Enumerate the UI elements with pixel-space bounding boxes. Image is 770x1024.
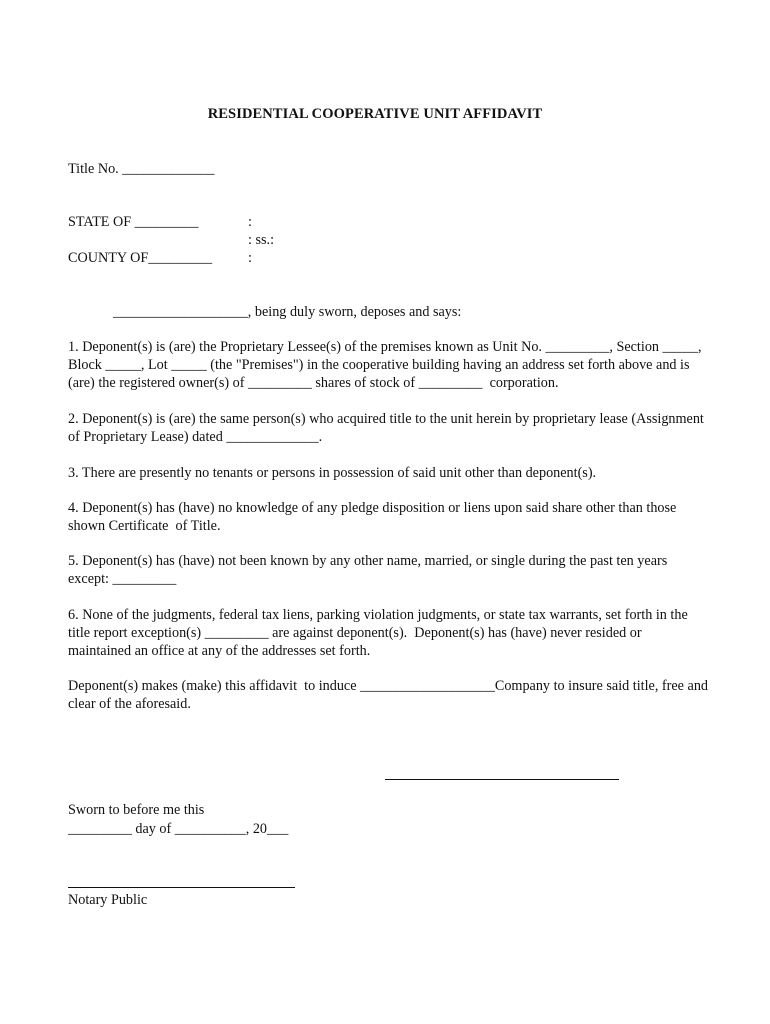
notary-public-label: Notary Public — [68, 892, 148, 908]
paragraph-2 — [68, 410, 708, 446]
venue-colon-top: : — [248, 214, 252, 230]
sworn-line-1: Sworn to before me this — [68, 802, 205, 818]
venue-colon-bottom: : — [248, 250, 252, 266]
document-title: RESIDENTIAL COOPERATIVE UNIT AFFIDAVIT — [207, 106, 543, 122]
paragraph-6-text: 6. None of the judgments, federal tax liens, parking violation judgments, or state tax warrants, set forth in the title report exception(s) _________ are against deponent(s). Deponent(s) has (have) never resided or maintained an office at any of the addresses set forth. — [68, 607, 692, 659]
paragraph-6 — [68, 606, 708, 660]
state-of-line: STATE OF _________ — [68, 214, 199, 230]
paragraph-5-text: 5. Deponent(s) has (have) not been known by any other name, married, or single during the past ten years except: _________ — [68, 553, 671, 587]
county-of-line: COUNTY OF_________ — [68, 250, 213, 266]
paragraph-4 — [68, 499, 708, 535]
closing-paragraph-text: Deponent(s) makes (make) this affidavit to induce ___________________Company to insure said title, free and clear of the aforesaid. — [68, 678, 712, 712]
deponent-signature-line — [385, 779, 619, 780]
paragraph-4-text: 4. Deponent(s) has (have) no knowledge of any pledge disposition or liens upon said share other than those shown Certificate of Title. — [68, 500, 680, 534]
title-number-line: Title No. _____________ — [68, 161, 215, 177]
paragraph-1 — [68, 338, 708, 392]
notary-signature-line — [68, 887, 295, 888]
paragraph-5 — [68, 552, 708, 588]
paragraph-3-text: 3. There are presently no tenants or persons in possession of said unit other than deponent(s). — [68, 465, 597, 481]
venue-ss: : ss.: — [248, 232, 275, 248]
sworn-line-2: _________ day of __________, 20___ — [68, 821, 289, 837]
deponent-intro: ___________________, being duly sworn, deposes and says: — [113, 304, 462, 320]
closing-paragraph — [68, 677, 712, 713]
paragraph-3 — [68, 464, 708, 482]
paragraph-1-text: 1. Deponent(s) is (are) the Proprietary Lessee(s) of the premises known as Unit No. _________, Section _____, Block _____, Lot _____ (the "Premises") in the cooperative building having an address set forth above and is (are) the registered owner(s) of _________ shares of stock of _________ corporation. — [68, 339, 706, 391]
paragraph-2-text: 2. Deponent(s) is (are) the same person(s) who acquired title to the unit herein by proprietary lease (Assignment of Proprietary Lease) dated _____________. — [68, 411, 708, 445]
